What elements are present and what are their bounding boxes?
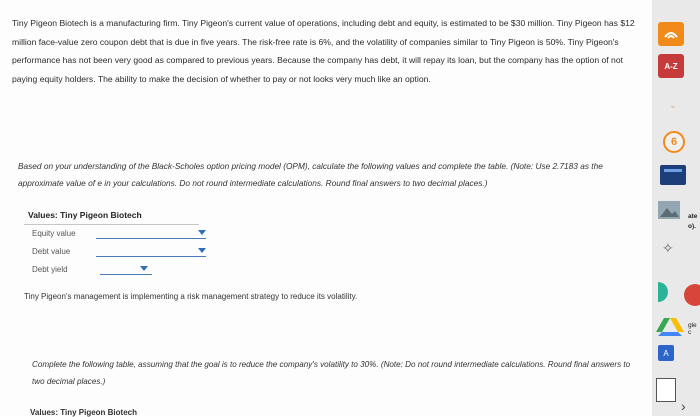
red-circle-app-icon[interactable] xyxy=(684,284,700,306)
side-text-3: gle c xyxy=(688,322,697,336)
second-table-title: Values: Tiny Pigeon Biotech xyxy=(30,408,137,417)
dictionary-app-icon[interactable] xyxy=(658,54,684,78)
small-app-icon[interactable] xyxy=(670,96,676,114)
debt-yield-label: Debt yield xyxy=(32,265,68,274)
question-2-instructions: Complete the following table, assuming that the goal is to reduce the company's volatility to 30%. (Note: Do not round intermediate calculations. Round final answers to two decimal places.) xyxy=(32,360,631,386)
side-text-2: o). xyxy=(688,223,696,230)
debt-yield-dropdown[interactable] xyxy=(100,274,152,275)
debt-yield-row[interactable] xyxy=(24,261,199,279)
chevron-down-icon[interactable] xyxy=(198,248,206,253)
app-glyph-icon: ◔◦ xyxy=(670,105,676,111)
bar-glyph-icon xyxy=(664,169,682,172)
equity-value-row[interactable] xyxy=(24,225,199,243)
image-icon xyxy=(658,201,680,219)
values-table-header: Values: Tiny Pigeon Biotech xyxy=(24,206,199,225)
chevron-down-icon[interactable] xyxy=(198,230,206,235)
debt-value-row[interactable] xyxy=(24,243,199,261)
values-table xyxy=(24,206,199,279)
wand-icon[interactable]: ✧ xyxy=(662,240,674,256)
photo-app-icon[interactable] xyxy=(658,201,680,219)
number-badge-app[interactable] xyxy=(663,131,685,153)
feed-app-icon[interactable] xyxy=(658,22,684,46)
question-instructions: Based on your understanding of the Black-Scholes option pricing model (OPM), calculate the following values and complete the table. (Note: Use 2.7183 as the approximate value of e in your calculations. Do not round intermediate calculations. Round final answers to two decimal places.) xyxy=(18,161,603,188)
debt-value-label: Debt value xyxy=(32,247,71,256)
document-icon[interactable] xyxy=(656,378,676,402)
chevron-right-icon[interactable]: › xyxy=(681,398,686,414)
equity-value-dropdown[interactable] xyxy=(96,238,206,239)
notes-app-icon[interactable]: A xyxy=(658,345,674,361)
blue-app-icon[interactable] xyxy=(660,165,686,185)
drive-icon[interactable] xyxy=(656,316,686,336)
risk-management-text: Tiny Pigeon's management is implementing a risk management strategy to reduce its volatility. xyxy=(24,292,358,301)
debt-value-dropdown[interactable] xyxy=(96,256,206,257)
side-text-1: ate xyxy=(688,213,698,220)
number-badge-label: 6 xyxy=(670,136,678,148)
wifi-icon xyxy=(663,27,679,41)
problem-intro: Tiny Pigeon Biotech is a manufacturing firm. Tiny Pigeon's current value of operations, including debt and equity, is estimated to be $30 million. Tiny Pigeon has $12 million face-value zero coupon debt that is due in five years. The risk-free rate is 6%, and the volatility of companies similar to Tiny Pigeon is 50%. Tiny Pigeon's performance has not been very good as compared to previous years. Because the company has debt, it will repay its loan, but the company has the option of not paying equity holders. The ability to make the decision of whether to pay or not looks very much like an option. xyxy=(12,18,635,84)
equity-value-label: Equity value xyxy=(32,229,76,238)
az-label: A-Z xyxy=(664,61,678,71)
chevron-down-icon[interactable] xyxy=(140,266,148,271)
